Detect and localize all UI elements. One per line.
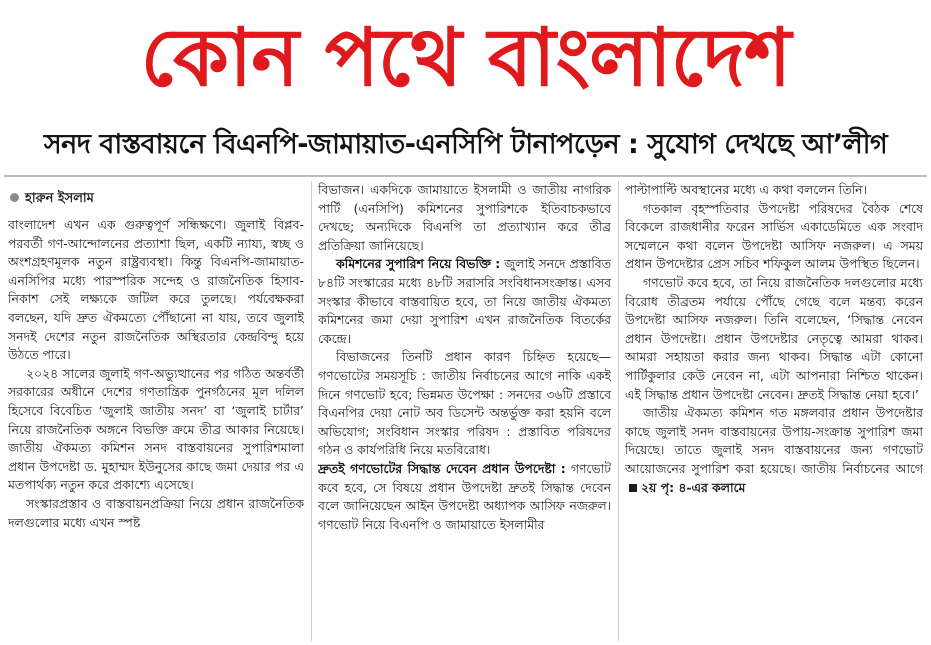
- paragraph-text: জাতীয় ঐকমত্য কমিশন গত মঙ্গলবার প্রধান উপদেষ্টার কাছে জুলাই সনদ বাস্তবায়নের উপায়-সংক্রান্ত সুপারিশ জমা দিয়েছে। তাতে জুলাই সনদ বাস্তবায়নের জন্য গণভোট আয়োজনের সুপারিশ করা হয়েছে। জাতীয় নির্বাচনের আগে: [625, 405, 923, 476]
- section-lead: দ্রুতই গণভোটের সিদ্ধান্ত দেবেন প্রধান উপদেষ্টা :: [318, 460, 566, 476]
- paragraph: ২০২৪ সালের জুলাই গণ-অভ্যুত্থানের পর গঠিত অন্তর্বর্তী সরকারের অধীনে দেশের গণতান্ত্রিক পুনর্গঠনের মূল দলিল হিসেবে বিবেচিত ‘জুলাই জাতীয় সনদ’ বা ‘জুলাই চার্টার’ নিয়ে রাজনৈতিক অঙ্গনে বিভক্তি ক্রমে তীব্র আকার নিয়েছে। জাতীয় ঐকমত্য কমিশন সনদ বাস্তবায়নের সুপারিশমালা প্রধান উপদেষ্টা ড. মুহাম্মদ ইউনুসের কাছে জমা দেয়ার পর এ মতপার্থক্য নতুন করে প্রকাশ্যে এসেছে।: [8, 365, 304, 493]
- paragraph-text: গণভোট কবে হবে, সে বিষয়ে প্রধান উপদেষ্টা দ্রুতই সিদ্ধান্ত দেবেন বলে জানিয়েছেন আইন উপদেষ্টা অধ্যাপক আসিফ নজরুল। গণভোট নিয়ে বিএনপি ও জামায়াতে ইসলামীর: [318, 460, 611, 532]
- column-separator: [311, 181, 312, 641]
- divider-rule: [4, 175, 927, 177]
- byline-author: হারুন ইসলাম: [25, 191, 94, 206]
- bullet-icon: [10, 193, 19, 202]
- paragraph: সংস্কারপ্রস্তাব ও বাস্তবায়নপ্রক্রিয়া নিয়ে প্রধান রাজনৈতিক দলগুলোর মধ্যে এখন স্পষ্ট: [8, 495, 304, 530]
- paragraph: বিভাজন। একদিকে জামায়াতে ইসলামী ও জাতীয় নাগরিক পার্টি (এনসিপি) কমিশনের সুপারিশকে ইতিবাচকভাবে দেখছে; অন্যদিকে বিএনপি তা প্রত্যাখ্যান করে তীব্র প্রতিক্রিয়া জানিয়েছে।: [318, 182, 611, 253]
- section-lead: কমিশনের সুপারিশ নিয়ে বিভক্তি :: [336, 256, 501, 272]
- byline: [10, 188, 94, 210]
- headline: কোন পথে বাংলাদেশ: [140, 11, 791, 104]
- paragraph-text: জুলাই সনদে প্রস্তাবিত ৮৪টি সংস্কারের মধ্যে ৪৮টি সরাসরি সংবিধানসংক্রান্ত। এসব সংস্কার কীভাবে বাস্তবায়িত হবে, তা নিয়ে জাতীয় ঐকমত্য কমিশনের জমা দেয়া সুপারিশ এখন রাজনৈতিক বিতর্কের কেন্দ্রে।: [318, 256, 611, 346]
- column-separator: [618, 181, 619, 641]
- paragraph: [318, 460, 611, 534]
- continued-marker: [625, 480, 745, 495]
- paragraph: বিভাজনের তিনটি প্রধান কারণ চিহ্নিত হয়েছে— গণভোটের সময়সূচি : জাতীয় নির্বাচনের আগে নাকি একই দিনে গণভোট হবে; ভিন্নমত উপেক্ষা : সনদের ৩৬টি প্রস্তাবে বিএনপির দেয়া নোট অব ডিসেন্ট অন্তর্ভুক্ত করা হয়নি বলে অভিযোগ; সংবিধান সংস্কার পরিষদ : প্রস্তাবিত পরিষদের গঠন ও কার্যপরিধি নিয়ে মতবিরোধ।: [318, 349, 611, 458]
- subheadline: সনদ বাস্তবায়নে বিএনপি-জামায়াত-এনসিপি টানাপড়েন : সুযোগ দেখছে আ’লীগ: [43, 129, 888, 160]
- paragraph: [625, 404, 923, 497]
- square-bullet-icon: [629, 484, 637, 492]
- article-column-2: [318, 181, 611, 643]
- paragraph: [318, 255, 611, 348]
- paragraph: গণভোট কবে হবে, তা নিয়ে রাজনৈতিক দলগুলোর মধ্যে বিরোধ তীব্রতম পর্যায়ে পৌঁছে গেছে বলে মন্তব্য করেন উপদেষ্টা আসিফ নজরুল। তিনি বলেছেন, ‘সিদ্ধান্ত নেবেন প্রধান উপদেষ্টা। প্রধান উপদেষ্টার নেতৃত্বে আমরা থাকব। আমরা সহায়তা করার জন্য থাকব। সিদ্ধান্ত এটা কোনো পার্টিকুলার কেউ নেবেন না, এটা আপনারা নিশ্চিত থাকেন। এই সিদ্ধান্ত প্রধান উপদেষ্টা নেবেন। দ্রুতই সিদ্ধান্ত নেয়া হবে।’: [625, 274, 923, 402]
- article-column-3: [625, 181, 923, 643]
- article-column-1: [8, 216, 304, 643]
- continued-label: ২য় পৃ: ৪-এর কলামে: [641, 479, 746, 495]
- paragraph: গতকাল বৃহস্পতিবার উপদেষ্টা পরিষদের বৈঠক শেষে বিকেলে রাজধানীর ফরেন সার্ভিস একাডেমিতে এক সংবাদ সম্মেলনে কথা বলেন উপদেষ্টা আসিফ নজরুল। এ সময় প্রধান উপদেষ্টার প্রেস সচিব শফিকুল আলম উপস্থিত ছিলেন।: [625, 200, 923, 272]
- paragraph: পাল্টাপাল্টি অবস্থানের মধ্যে এ কথা বললেন তিনি।: [625, 182, 868, 197]
- paragraph: বাংলাদেশ এখন এক গুরুত্বপূর্ণ সন্ধিক্ষণে। জুলাই বিপ্লব-পরবর্তী গণ-আন্দোলনের প্রত্যাশা ছিল, একটি ন্যায্য, স্বচ্ছ ও অংশগ্রহণমূলক নতুন রাষ্ট্রব্যবস্থা। কিন্তু বিএনপি-জামায়াত-এনসিপির মধ্যে পারস্পরিক সন্দেহ ও রাজনৈতিক হিসাব-নিকাশ সেই লক্ষ্যকে জটিল করে তুলছে। পর্যবেক্ষকরা বলছেন, যদি দ্রুত ঐকমত্যে পৌঁছানো না যায়, তবে জুলাই সনদই দেশের নতুন রাজনৈতিক অস্থিরতার কেন্দ্রবিন্দু হয়ে উঠতে পারে।: [8, 217, 304, 363]
